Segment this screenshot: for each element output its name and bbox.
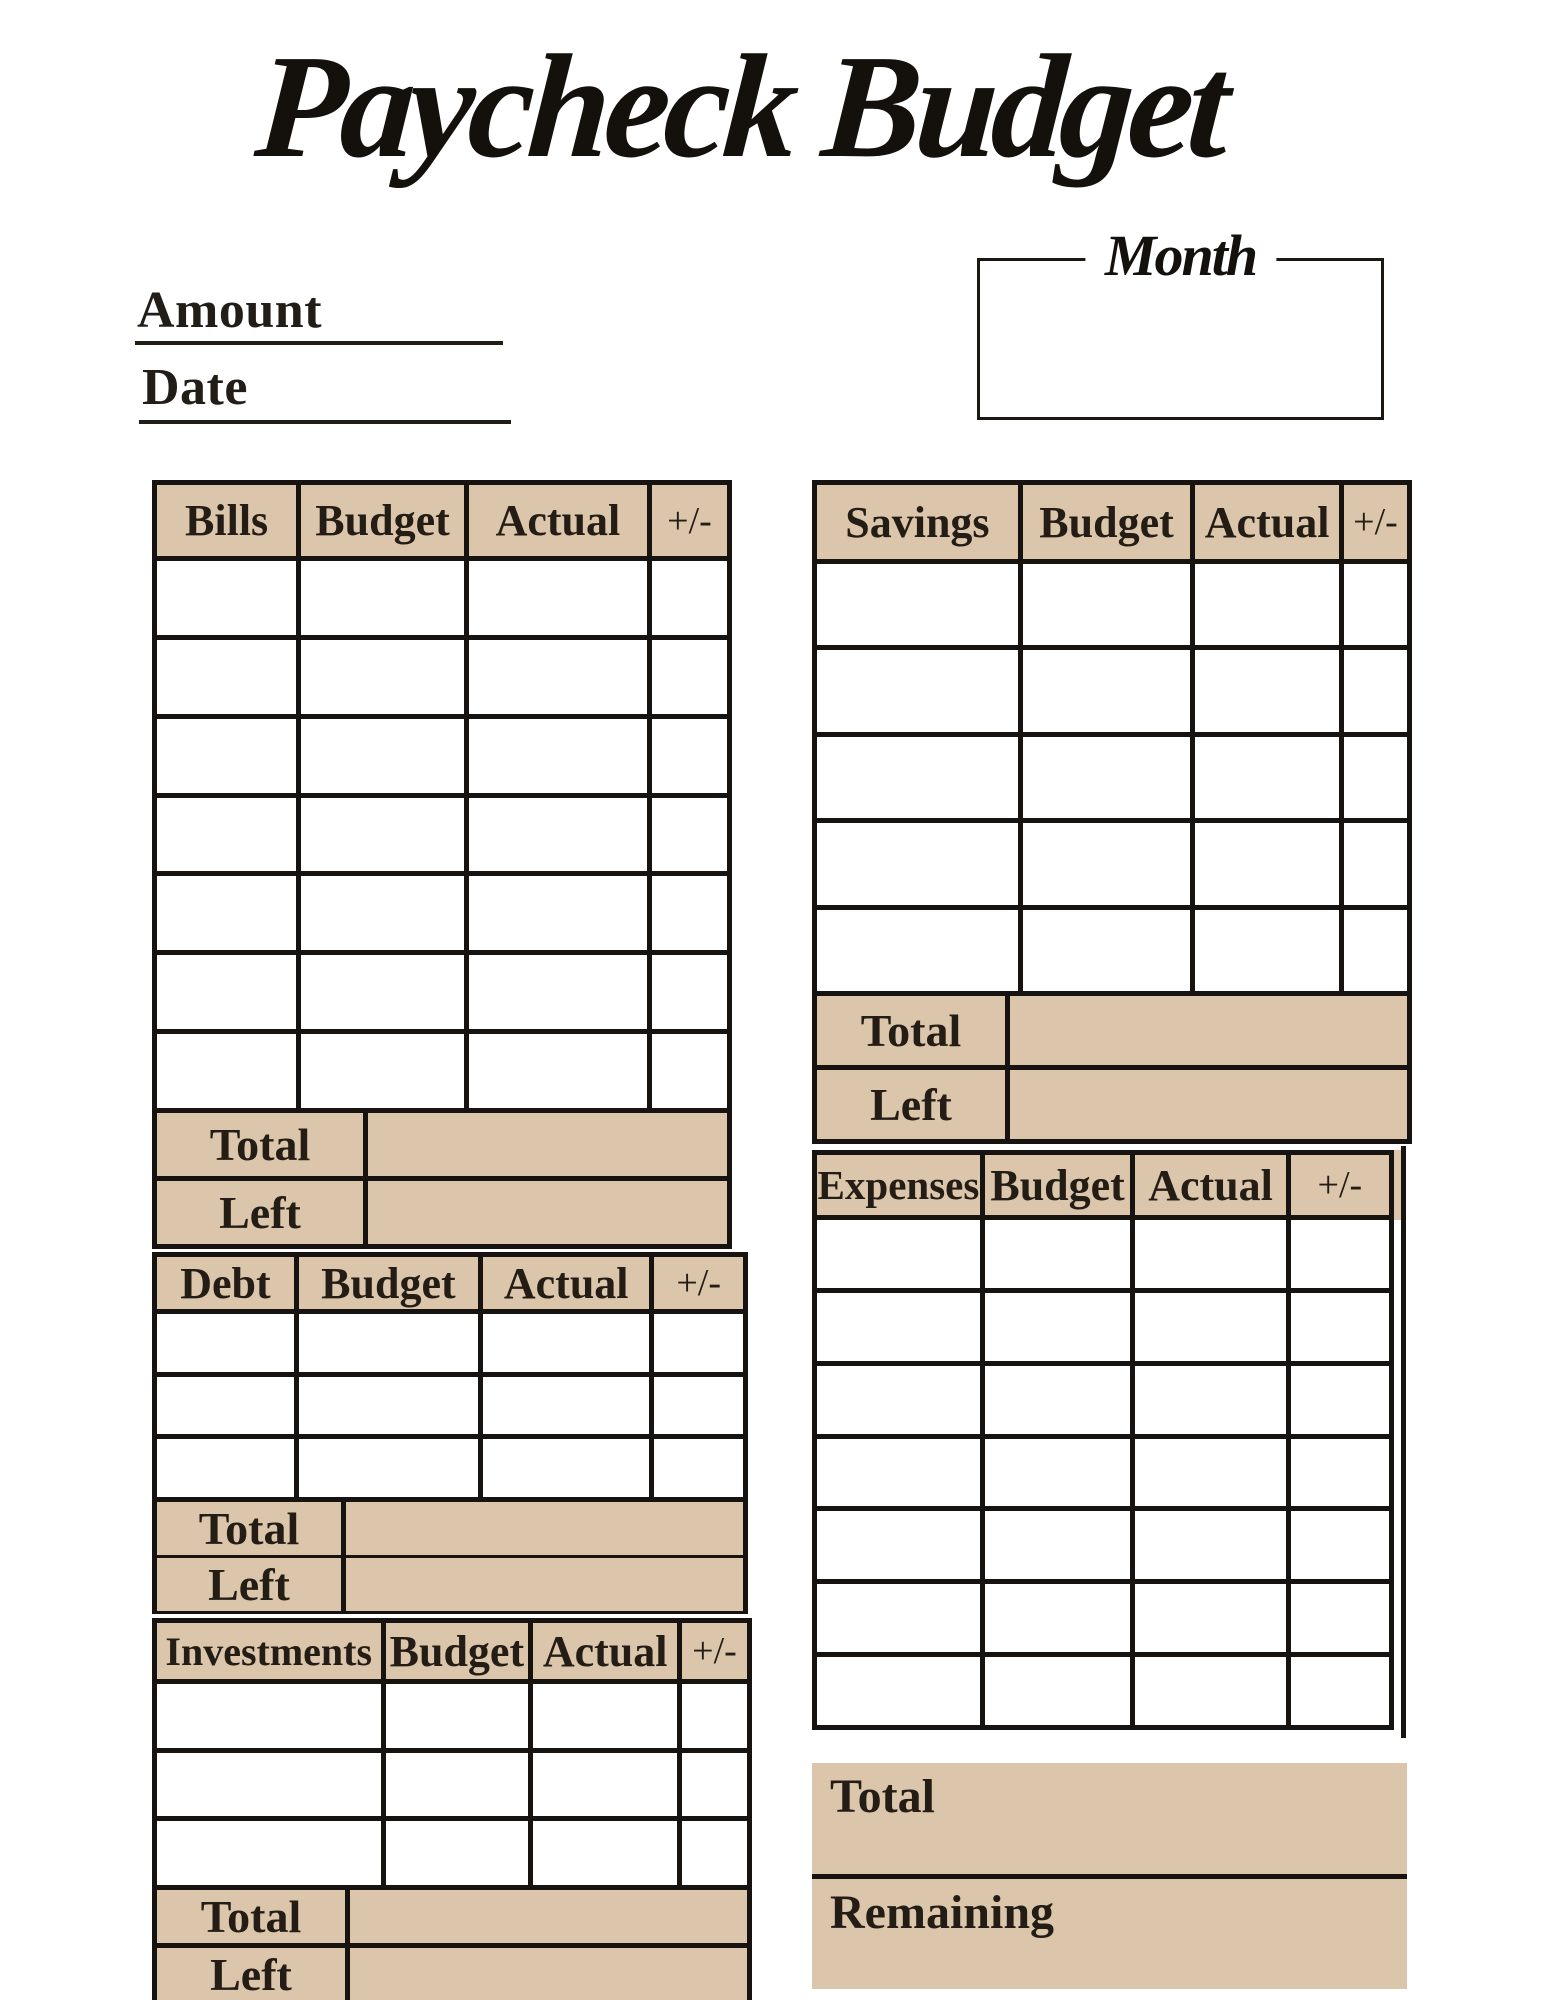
cell-input[interactable]	[652, 561, 727, 635]
expenses-table-wrap	[812, 1150, 1394, 1730]
cell-input[interactable]	[985, 1657, 1131, 1725]
budget-column-header: Budget	[386, 1623, 529, 1679]
cell-input[interactable]	[157, 1753, 381, 1817]
cell-input[interactable]	[817, 737, 1018, 818]
cell-input[interactable]	[1291, 1366, 1389, 1434]
total-value-field[interactable]	[368, 1113, 727, 1176]
bills-body	[157, 561, 727, 1108]
total-value-field[interactable]	[1010, 996, 1407, 1065]
budget-column-header: Budget	[299, 1257, 478, 1309]
cell-input[interactable]	[985, 1439, 1131, 1507]
table-row	[157, 1314, 743, 1372]
cell-input[interactable]	[817, 1584, 980, 1652]
cell-input[interactable]	[652, 640, 727, 714]
summary-total-label: Total	[830, 1770, 935, 1823]
cell-input[interactable]	[1135, 1657, 1285, 1725]
table-row	[817, 1511, 1389, 1579]
summary-block	[812, 1763, 1407, 1989]
cell-input[interactable]	[1195, 564, 1339, 645]
summary-remaining-label: Remaining	[830, 1885, 1055, 1939]
cell-input[interactable]	[985, 1511, 1131, 1579]
cell-input[interactable]	[985, 1293, 1131, 1361]
left-label: Left	[157, 1181, 363, 1244]
cell-input[interactable]	[301, 798, 464, 872]
cell-input[interactable]	[1023, 564, 1190, 645]
plus-minus-column-header: +/-	[682, 1623, 747, 1679]
cell-input[interactable]	[652, 719, 727, 793]
cell-input[interactable]	[1023, 737, 1190, 818]
cell-input[interactable]	[386, 1753, 529, 1817]
cell-input[interactable]	[682, 1753, 747, 1817]
cell-input[interactable]	[654, 1439, 743, 1497]
actual-column-header: Actual	[1195, 485, 1339, 559]
cell-input[interactable]	[1291, 1657, 1389, 1725]
left-value-field[interactable]	[368, 1181, 727, 1244]
actual-column-header: Actual	[1135, 1155, 1285, 1215]
date-label: Date	[142, 359, 248, 416]
cell-input[interactable]	[817, 1439, 980, 1507]
cell-input[interactable]	[817, 564, 1018, 645]
bills-header-row	[157, 485, 727, 556]
table-row	[157, 1753, 747, 1817]
date-input-line[interactable]	[139, 420, 511, 424]
plus-minus-column-header: +/-	[654, 1257, 743, 1309]
month-label: Month	[1085, 222, 1276, 289]
page-title: Paycheck Budget	[251, 25, 1229, 189]
investments-left-row	[157, 1948, 747, 2000]
table-row	[157, 561, 727, 635]
cell-input[interactable]	[157, 798, 296, 872]
table-row	[157, 719, 727, 793]
cell-input[interactable]	[301, 561, 464, 635]
cell-input[interactable]	[1135, 1511, 1285, 1579]
cell-input[interactable]	[817, 1220, 980, 1288]
cell-input[interactable]	[652, 798, 727, 872]
total-label: Total	[157, 1113, 363, 1176]
bills-total-row	[157, 1113, 727, 1176]
total-value-field[interactable]	[346, 1502, 743, 1555]
cell-input[interactable]	[1291, 1293, 1389, 1361]
cell-input[interactable]	[299, 1314, 478, 1372]
cell-input[interactable]	[386, 1821, 529, 1885]
expenses-column-header: Expenses	[817, 1155, 980, 1215]
debt-header-row	[157, 1257, 743, 1309]
investments-total-row	[157, 1890, 747, 1943]
cell-input[interactable]	[652, 955, 727, 1029]
investments-header-row	[157, 1623, 747, 1679]
cell-input[interactable]	[985, 1584, 1131, 1652]
total-label: Total	[157, 1502, 341, 1555]
cell-input[interactable]	[1195, 823, 1339, 904]
cell-input[interactable]	[157, 1821, 381, 1885]
table-row	[157, 1684, 747, 1748]
budget-column-header: Budget	[301, 485, 464, 556]
savings-body	[817, 564, 1407, 991]
cell-input[interactable]	[652, 876, 727, 950]
left-label: Left	[157, 1948, 345, 2000]
actual-column-header: Actual	[483, 1257, 649, 1309]
cell-input[interactable]	[299, 1377, 478, 1435]
cell-input[interactable]	[985, 1366, 1131, 1434]
cell-input[interactable]	[386, 1684, 529, 1748]
debt-left-row	[157, 1558, 743, 1609]
bills-table	[152, 480, 732, 1249]
left-label: Left	[817, 1070, 1005, 1139]
cell-input[interactable]	[817, 1511, 980, 1579]
cell-input[interactable]	[469, 955, 647, 1029]
cell-input[interactable]	[157, 955, 296, 1029]
table-row	[817, 910, 1407, 991]
cell-input[interactable]	[654, 1377, 743, 1435]
cell-input[interactable]	[469, 1034, 647, 1108]
cell-input[interactable]	[157, 1377, 294, 1435]
cell-input[interactable]	[469, 719, 647, 793]
expenses-header-row	[817, 1155, 1389, 1215]
cell-input[interactable]	[157, 1439, 294, 1497]
cell-input[interactable]	[1344, 823, 1407, 904]
actual-column-header: Actual	[533, 1623, 677, 1679]
table-row	[817, 1366, 1389, 1434]
cell-input[interactable]	[817, 910, 1018, 991]
budget-column-header: Budget	[1023, 485, 1190, 559]
table-row	[157, 1439, 743, 1497]
cell-input[interactable]	[985, 1220, 1131, 1288]
cell-input[interactable]	[533, 1753, 677, 1817]
cell-input[interactable]	[533, 1684, 677, 1748]
cell-input[interactable]	[157, 1034, 296, 1108]
cell-input[interactable]	[654, 1314, 743, 1372]
cell-input[interactable]	[817, 1657, 980, 1725]
cell-input[interactable]	[1291, 1439, 1389, 1507]
left-label: Left	[157, 1558, 341, 1611]
plus-minus-column-header: +/-	[1344, 485, 1407, 559]
cell-input[interactable]	[817, 1366, 980, 1434]
expenses-table	[812, 1150, 1394, 1730]
cell-input[interactable]	[469, 561, 647, 635]
cell-input[interactable]	[817, 650, 1018, 731]
table-row	[157, 1821, 747, 1885]
savings-table	[812, 480, 1412, 1144]
table-row	[817, 1584, 1389, 1652]
cell-input[interactable]	[533, 1821, 677, 1885]
investments-column-header: Investments	[157, 1623, 381, 1679]
table-row	[817, 1657, 1389, 1725]
cell-input[interactable]	[157, 1684, 381, 1748]
investments-table	[152, 1618, 752, 2000]
left-value-field[interactable]	[346, 1558, 743, 1611]
cell-input[interactable]	[157, 719, 296, 793]
table-row	[157, 955, 727, 1029]
cell-input[interactable]	[682, 1684, 747, 1748]
savings-header-row	[817, 485, 1407, 559]
cell-input[interactable]	[1291, 1584, 1389, 1652]
cell-input[interactable]	[1135, 1220, 1285, 1288]
table-row	[817, 823, 1407, 904]
expenses-body	[817, 1220, 1389, 1725]
plus-minus-column-header: +/-	[652, 485, 727, 556]
debt-column-header: Debt	[157, 1257, 294, 1309]
cell-input[interactable]	[301, 955, 464, 1029]
cell-input[interactable]	[1195, 737, 1339, 818]
cell-input[interactable]	[1023, 910, 1190, 991]
cell-input[interactable]	[157, 561, 296, 635]
cell-input[interactable]	[299, 1439, 478, 1497]
savings-left-row	[817, 1070, 1407, 1139]
cell-input[interactable]	[1291, 1511, 1389, 1579]
savings-total-row	[817, 996, 1407, 1065]
cell-input[interactable]	[1344, 910, 1407, 991]
month-input-box[interactable]	[977, 223, 1384, 420]
actual-column-header: Actual	[469, 485, 647, 556]
cell-input[interactable]	[1135, 1366, 1285, 1434]
cell-input[interactable]	[301, 1034, 464, 1108]
bills-left-row	[157, 1181, 727, 1244]
cell-input[interactable]	[1135, 1584, 1285, 1652]
cell-input[interactable]	[301, 719, 464, 793]
cell-input[interactable]	[817, 823, 1018, 904]
table-row	[157, 798, 727, 872]
expenses-outer-line	[1401, 1146, 1406, 1738]
cell-input[interactable]	[469, 876, 647, 950]
cell-input[interactable]	[1344, 650, 1407, 731]
total-label: Total	[817, 996, 1005, 1065]
cell-input[interactable]	[1344, 737, 1407, 818]
amount-input-line[interactable]	[135, 341, 503, 345]
plus-minus-column-header: +/-	[1291, 1155, 1389, 1215]
summary-total-row[interactable]	[812, 1763, 1407, 1874]
debt-table	[152, 1252, 748, 1614]
table-row	[157, 1034, 727, 1108]
cell-input[interactable]	[1023, 823, 1190, 904]
left-value-field[interactable]	[350, 1948, 747, 2000]
summary-remaining-row[interactable]	[812, 1874, 1407, 1990]
debt-body	[157, 1314, 743, 1497]
investments-body	[157, 1684, 747, 1885]
left-value-field[interactable]	[1010, 1070, 1407, 1139]
cell-input[interactable]	[469, 798, 647, 872]
cell-input[interactable]	[483, 1439, 649, 1497]
table-row	[817, 1439, 1389, 1507]
cell-input[interactable]	[1291, 1220, 1389, 1288]
debt-total-row	[157, 1502, 743, 1553]
table-row	[817, 564, 1407, 645]
cell-input[interactable]	[1135, 1439, 1285, 1507]
cell-input[interactable]	[682, 1821, 747, 1885]
cell-input[interactable]	[301, 876, 464, 950]
cell-input[interactable]	[301, 640, 464, 714]
total-value-field[interactable]	[350, 1890, 747, 1943]
cell-input[interactable]	[157, 876, 296, 950]
table-row	[817, 737, 1407, 818]
cell-input[interactable]	[1195, 910, 1339, 991]
amount-label: Amount	[137, 282, 323, 339]
table-row	[817, 1220, 1389, 1288]
table-row	[817, 1293, 1389, 1361]
bills-column-header: Bills	[157, 485, 296, 556]
total-label: Total	[157, 1890, 345, 1943]
cell-input[interactable]	[483, 1314, 649, 1372]
cell-input[interactable]	[1195, 650, 1339, 731]
table-row	[157, 876, 727, 950]
cell-input[interactable]	[652, 1034, 727, 1108]
cell-input[interactable]	[1344, 564, 1407, 645]
savings-column-header: Savings	[817, 485, 1018, 559]
table-row	[817, 650, 1407, 731]
table-row	[157, 1377, 743, 1435]
cell-input[interactable]	[157, 1314, 294, 1372]
cell-input[interactable]	[817, 1293, 980, 1361]
cell-input[interactable]	[157, 640, 296, 714]
table-row	[157, 640, 727, 714]
cell-input[interactable]	[1135, 1293, 1285, 1361]
cell-input[interactable]	[469, 640, 647, 714]
budget-column-header: Budget	[985, 1155, 1131, 1215]
cell-input[interactable]	[1023, 650, 1190, 731]
cell-input[interactable]	[483, 1377, 649, 1435]
